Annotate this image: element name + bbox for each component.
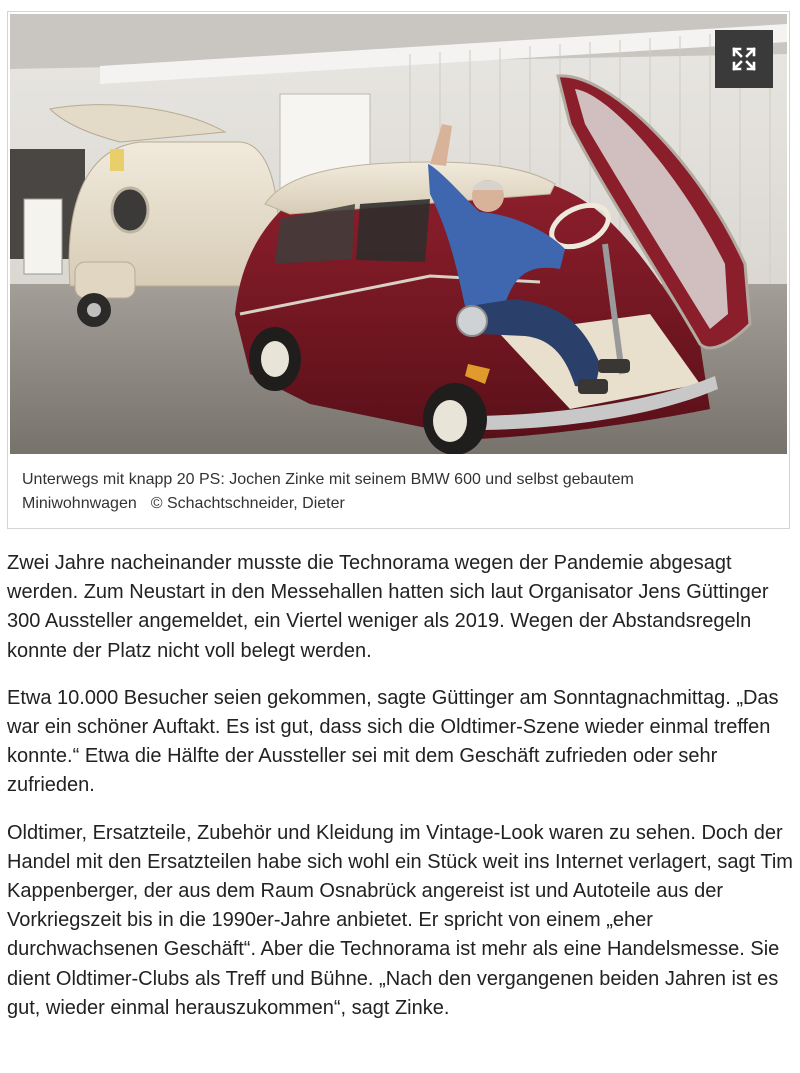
caption-text: Unterwegs mit knapp 20 PS: Jochen Zinke mit seinem BMW 600 und selbst gebautem Miniwohnwagen (22, 471, 634, 512)
article-photo[interactable] (10, 14, 787, 454)
article-paragraph: Etwa 10.000 Besucher seien gekommen, sagte Güttinger am Sonntagnachmittag. „Das war ein schöner Auftakt. Es ist gut, dass sich die Oldtimer-Szene wieder einmal treffen konnte.“ Etwa die Hälfte der Aussteller sei mit dem Geschäft zufrieden oder sehr zufrieden. (7, 686, 779, 797)
photo-credit: © Schachtschneider, Dieter (150, 495, 345, 512)
article-body (7, 549, 794, 1041)
expand-icon (715, 30, 773, 88)
image-caption (22, 468, 772, 516)
article-figure (7, 11, 790, 529)
photo-bmw-600-with-caravan (10, 14, 787, 454)
article-paragraph: Zwei Jahre nacheinander musste die Technorama wegen der Pandemie abgesagt werden. Zum Neustart in den Messehallen hatten sich laut Organisator Jens Güttinger 300 Aussteller angemeldet, ein Viertel weniger als 2019. Wegen der Abstandsregeln konnte der Platz nicht voll belegt werden. (7, 552, 769, 662)
article-paragraph: Oldtimer, Ersatzteile, Zubehör und Kleidung im Vintage-Look waren zu sehen. Doch der Handel mit den Ersatzteilen habe sich wohl ein Stück weit ins Internet verlagert, sagt Tim Kappenberger, der aus dem Raum Osnabrück angereist ist und Autoteile aus der Vorkriegszeit bis in die 1990er-Jahre anbietet. Er spricht von einem „eher durchwachsenen Geschäft“. Aber die Technorama ist mehr als eine Handelsmesse. Sie dient Oldtimer-Clubs als Treff und Bühne. „Nach den vergangenen beiden Jahren ist es gut, wieder einmal herauszukommen“, sagt Zinke. (7, 821, 793, 1019)
expand-image-button[interactable] (715, 30, 773, 88)
